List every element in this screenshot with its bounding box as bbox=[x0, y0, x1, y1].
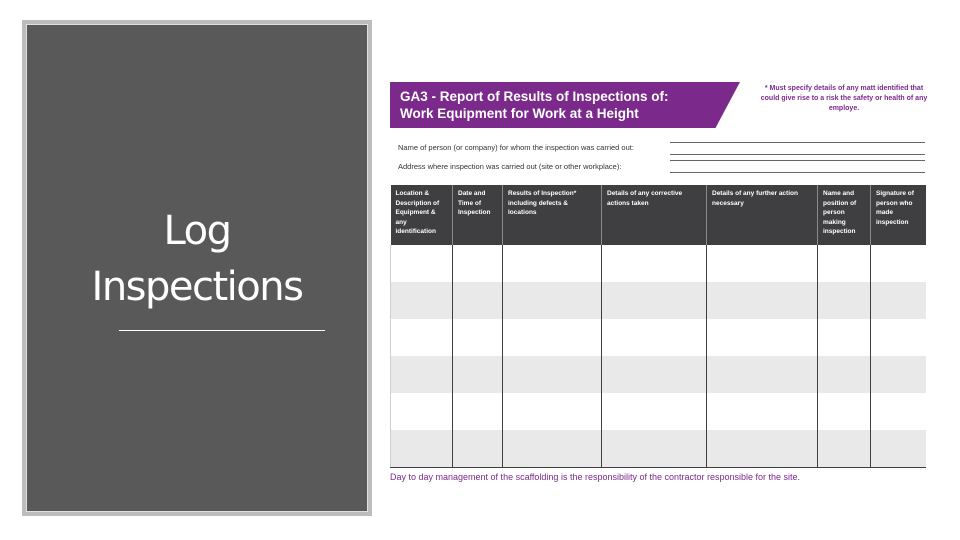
person-field-label: Name of person (or company) for whom the inspection was carried out: bbox=[398, 143, 634, 152]
title-underline bbox=[119, 330, 325, 331]
title-panel bbox=[22, 20, 372, 516]
slide-title-line1: Log bbox=[163, 208, 231, 254]
form-title bbox=[400, 88, 669, 122]
table-row bbox=[391, 245, 926, 282]
column-header: Date and Time of Inspection bbox=[453, 185, 503, 245]
inspection-form-image bbox=[390, 82, 928, 492]
table-row bbox=[391, 430, 926, 468]
address-field-label: Address where inspection was carried out (site or other workplace): bbox=[398, 162, 622, 171]
form-footer: Day to day management of the scaffolding is the responsibility of the contractor responsible for the site. bbox=[390, 472, 801, 482]
form-note: * Must specify details of any matt identified that could give rise to a risk the safety or health of any employe. bbox=[760, 85, 928, 112]
column-header: Name and position of person making inspection bbox=[818, 185, 871, 245]
person-field-line bbox=[670, 142, 925, 155]
table-row bbox=[391, 282, 926, 319]
column-header: Signature of person who made inspection bbox=[871, 185, 926, 245]
column-header: Results of Inspection* including defects & locations bbox=[503, 185, 602, 245]
address-field-line bbox=[670, 160, 925, 173]
table-header-row bbox=[391, 185, 926, 245]
column-header: Location & Description of Equipment & any identification bbox=[391, 185, 453, 245]
inspection-table bbox=[390, 185, 926, 468]
slide-title bbox=[27, 203, 367, 315]
table-row bbox=[391, 319, 926, 356]
table-row bbox=[391, 393, 926, 430]
column-header: Details of any corrective actions taken bbox=[602, 185, 707, 245]
form-title-line1: GA3 - Report of Results of Inspections of: bbox=[400, 89, 669, 104]
table-row bbox=[391, 356, 926, 393]
title-panel-inner bbox=[26, 24, 368, 512]
slide-title-line2: Inspections bbox=[91, 264, 303, 310]
form-title-line2: Work Equipment for Work at a Height bbox=[400, 106, 639, 121]
column-header: Details of any further action necessary bbox=[707, 185, 818, 245]
